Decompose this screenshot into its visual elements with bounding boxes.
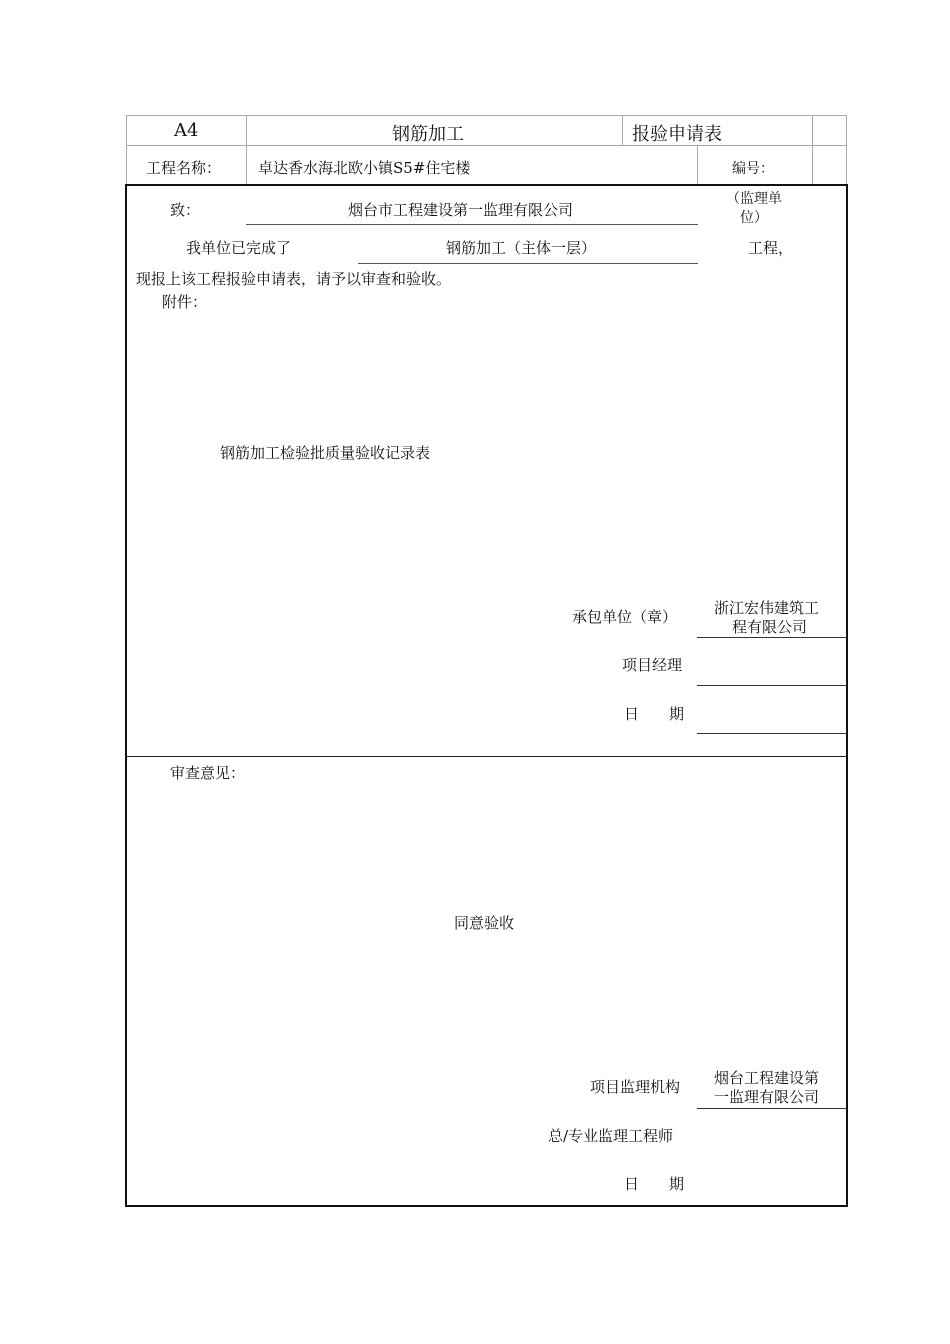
header-divider-3 xyxy=(812,115,813,185)
work-underline xyxy=(358,263,698,264)
form-code: A4 xyxy=(174,120,199,141)
supervision-org-label: 项目监理机构 xyxy=(590,1078,681,1096)
header-top-rule xyxy=(126,115,847,116)
to-label: 致： xyxy=(170,201,201,219)
header-divider-2 xyxy=(622,115,623,145)
number-label: 编号： xyxy=(732,161,774,177)
to-underline xyxy=(246,224,698,225)
section-divider xyxy=(126,756,847,757)
to-suffix-line2: 位） xyxy=(740,210,768,226)
contractor-date-label: 日 期 xyxy=(624,705,685,723)
statement-prefix: 我单位已完成了 xyxy=(186,239,292,257)
supervision-org-value-line2: 一监理有限公司 xyxy=(714,1088,820,1106)
contractor-unit-value-line1: 浙江宏伟建筑工 xyxy=(714,599,820,617)
form-body-frame xyxy=(125,184,848,1207)
contractor-date-underline xyxy=(697,733,847,734)
form-title: 报验申请表 xyxy=(632,124,722,145)
opinion-label: 审查意见： xyxy=(170,764,246,782)
manager-label: 项目经理 xyxy=(622,656,683,674)
attachment-item: 钢筋加工检验批质量验收记录表 xyxy=(220,444,431,462)
statement-suffix: 工程， xyxy=(748,239,794,257)
header-divider-1 xyxy=(246,115,247,185)
contractor-unit-value-line2: 程有限公司 xyxy=(732,618,808,636)
statement-line2: 现报上该工程报验申请表，请予以审查和验收。 xyxy=(136,270,452,288)
review-date-label: 日 期 xyxy=(624,1175,685,1193)
project-label: 工程名称： xyxy=(146,159,222,177)
supervision-org-value-line1: 烟台工程建设第 xyxy=(714,1069,820,1087)
project-value: 卓达香水海北欧小镇S5#住宅楼 xyxy=(258,159,471,177)
header-left-rule xyxy=(126,115,127,185)
statement-work: 钢筋加工（主体一层） xyxy=(446,239,597,257)
opinion-text: 同意验收 xyxy=(454,914,515,932)
header-divider-4 xyxy=(697,145,698,185)
to-suffix-line1: （监理单 xyxy=(726,191,782,207)
header-right-rule xyxy=(846,115,847,185)
contractor-unit-label: 承包单位（章） xyxy=(572,608,678,626)
supervision-org-underline xyxy=(697,1108,847,1109)
attachment-label: 附件： xyxy=(162,293,208,311)
manager-underline xyxy=(697,685,847,686)
to-value: 烟台市工程建设第一监理有限公司 xyxy=(348,201,574,219)
header-middle-rule xyxy=(126,145,847,146)
contractor-unit-underline xyxy=(697,637,847,638)
engineer-label: 总/专业监理工程师 xyxy=(548,1127,674,1145)
work-name: 钢筋加工 xyxy=(392,124,464,145)
